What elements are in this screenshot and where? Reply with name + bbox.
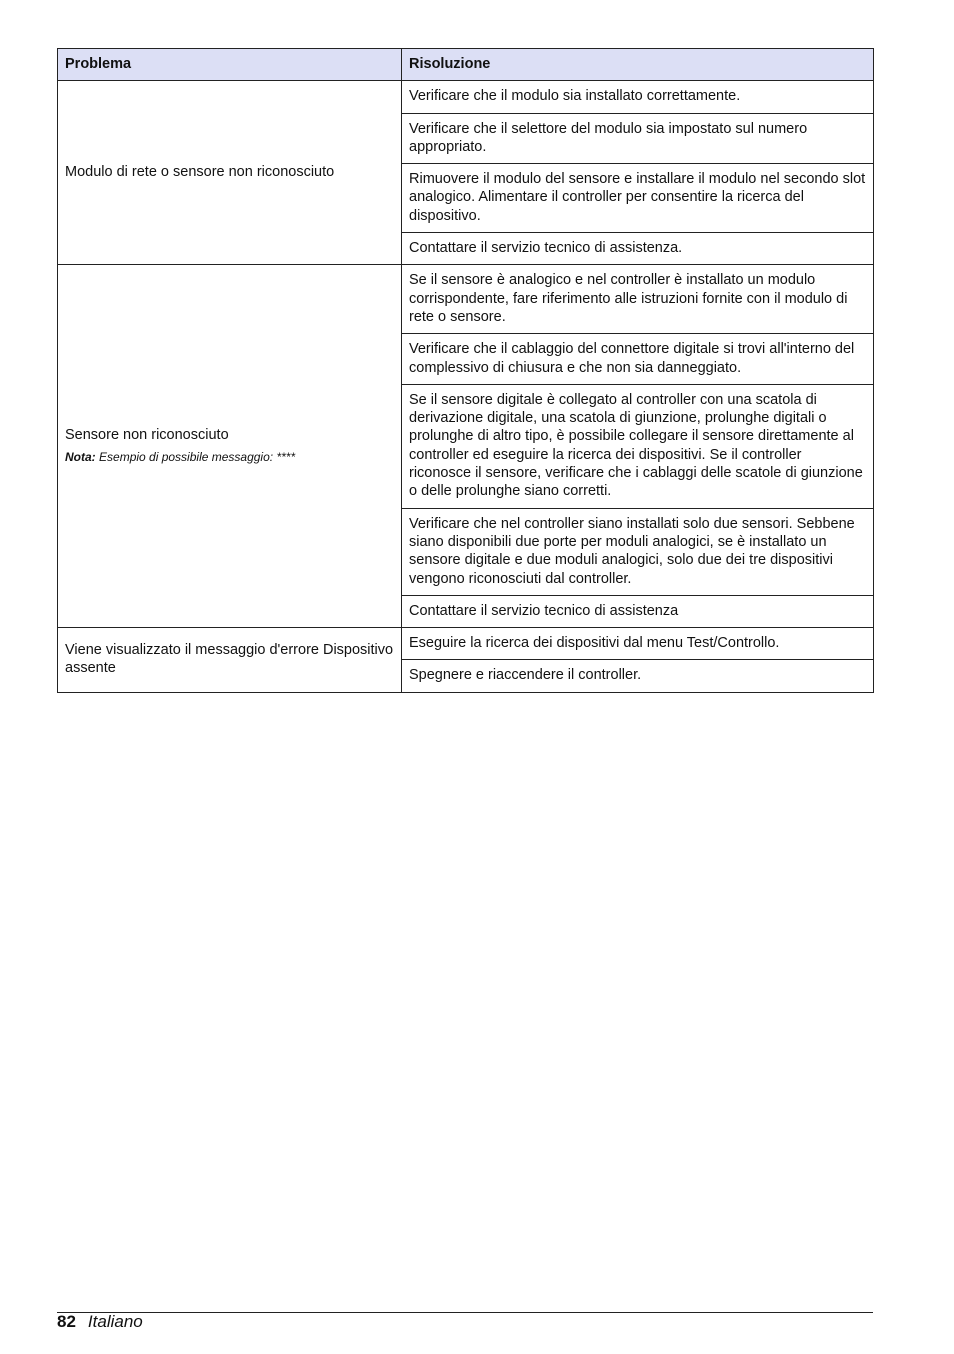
header-solution: Risoluzione	[402, 49, 874, 81]
solution-cell: Verificare che nel controller siano installati solo due sensori. Sebbene siano disponibili due porte per moduli analogici, se è installato un sensore digitale e due moduli analogici, solo due dei tre dispositivi vengono riconosciuti dal controller.	[402, 508, 874, 595]
page-number: 82	[57, 1312, 76, 1331]
problem-cell	[58, 265, 402, 628]
problem-cell: Modulo di rete o sensore non riconosciuto	[58, 81, 402, 265]
solution-cell: Verificare che il selettore del modulo sia impostato sul numero appropriato.	[402, 113, 874, 164]
solution-cell: Se il sensore è analogico e nel controller è installato un modulo corrispondente, fare riferimento alle istruzioni fornite con il modulo di rete o sensore.	[402, 265, 874, 334]
footer-language: Italiano	[87, 1312, 143, 1331]
solution-cell: Verificare che il cablaggio del connettore digitale si trovi all'interno del complessivo di chiusura e che non sia danneggiato.	[402, 334, 874, 385]
table-row	[58, 628, 874, 660]
header-problem: Problema	[58, 49, 402, 81]
note-text: Esempio di possibile messaggio: ****	[99, 450, 296, 465]
solution-cell: Contattare il servizio tecnico di assistenza.	[402, 233, 874, 265]
solution-cell: Spegnere e riaccendere il controller.	[402, 660, 874, 692]
table-header-row	[58, 49, 874, 81]
note-label: Nota:	[65, 450, 96, 465]
solution-cell: Eseguire la ricerca dei dispositivi dal menu Test/Controllo.	[402, 628, 874, 660]
problem-note	[65, 449, 394, 465]
solution-cell: Rimuovere il modulo del sensore e installare il modulo nel secondo slot analogico. Alimentare il controller per consentire la ricerca del dispositivo.	[402, 164, 874, 233]
solution-cell: Contattare il servizio tecnico di assistenza	[402, 595, 874, 627]
solution-cell: Se il sensore digitale è collegato al controller con una scatola di derivazione digitale, una scatola di giunzione, prolunghe digitali o prolunghe di altro tipo, è possibile collegare il sensore direttamente al controller ed eseguire la ricerca dei dispositivi. Se il controller riconosce il sensore, verificare che i cablaggi delle scatole di giunzione o delle prolunghe siano corretti.	[402, 384, 874, 508]
table-row	[58, 265, 874, 334]
troubleshooting-table	[57, 48, 874, 693]
problem-cell: Viene visualizzato il messaggio d'errore Dispositivo assente	[58, 628, 402, 693]
problem-text: Sensore non riconosciuto	[65, 427, 229, 444]
page-footer	[57, 1312, 143, 1332]
table-row	[58, 81, 874, 113]
solution-cell: Verificare che il modulo sia installato correttamente.	[402, 81, 874, 113]
footer-rule	[57, 1312, 873, 1313]
